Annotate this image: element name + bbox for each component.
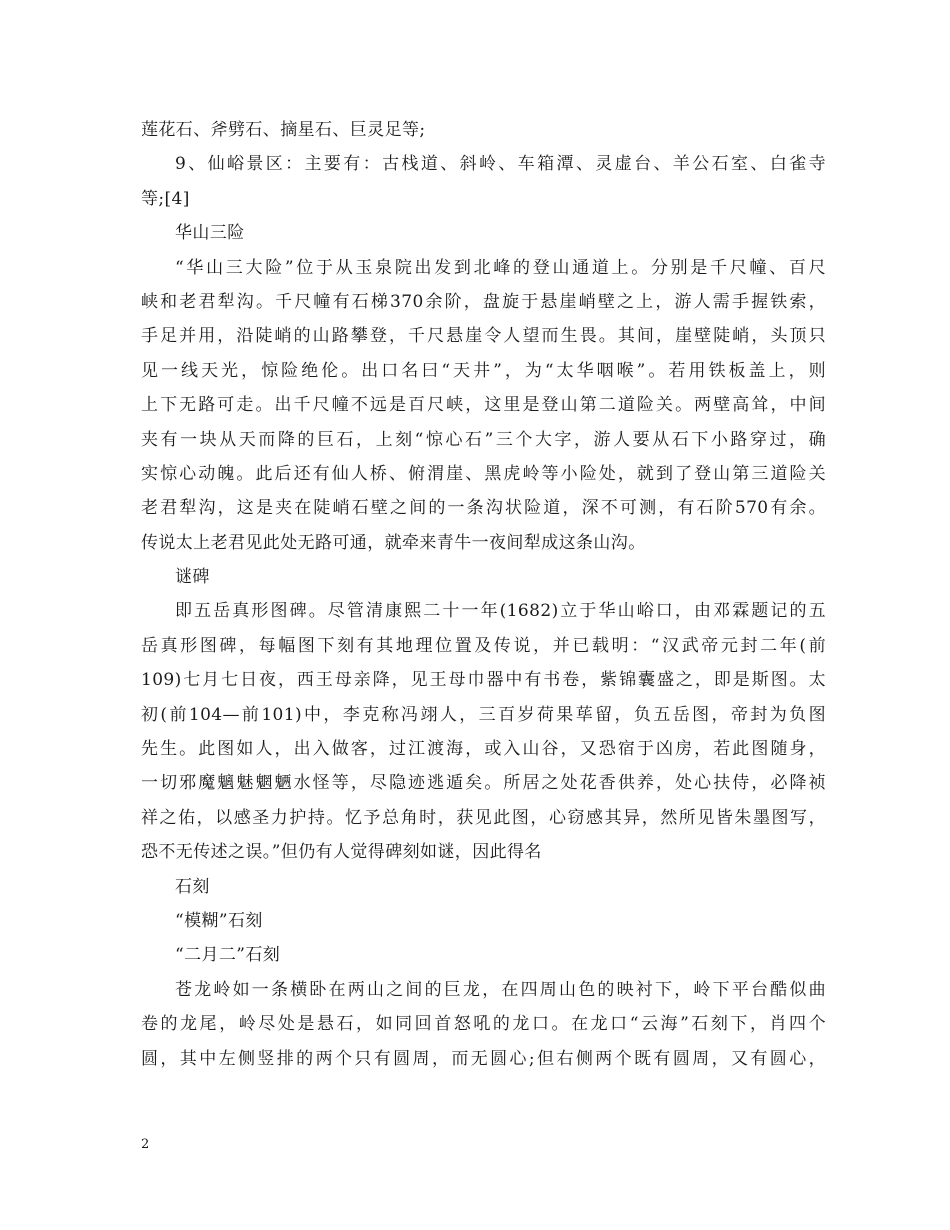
text-line: 老君犁沟，这是夹在陡峭石壁之间的一条沟状险道，深不可测，有石阶570有余。 <box>141 498 826 519</box>
text-line: 圆，其中左侧竖排的两个只有圆周，而无圆心;但右侧两个既有圆周，又有圆心， <box>141 1048 826 1069</box>
text-line: 初(前104—前101)中，李克称冯翊人，三百岁荷果荜留，负五岳图，帝封为负图 <box>141 704 826 725</box>
text-line: 实惊心动魄。此后还有仙人桥、俯渭崖、黑虎岭等小险处，就到了登山第三道险关 <box>141 463 826 484</box>
body-text <box>141 113 826 1076</box>
text-line: 苍龙岭如一条横卧在两山之间的巨龙，在四周山色的映衬下，岭下平台酷似曲 <box>175 979 826 1000</box>
text-line: 恐不无传述之误。”但仍有人觉得碑刻如谜，因此得名 <box>141 842 542 863</box>
text-line: 见一线天光，惊险绝伦。出口名曰“天井”，为“太华咽喉”。若用铁板盖上，则 <box>141 360 826 381</box>
text-line: 华山三险 <box>175 223 245 244</box>
text-line: 祥之佑，以感圣力护持。忆予总角时，获见此图，心窃感其异，然所见皆朱墨图写， <box>141 807 826 828</box>
text-line: 109)七月七日夜，西王母亲降，见王母巾器中有书卷，紫锦囊盛之，即是斯图。太 <box>141 670 826 691</box>
text-line: 即五岳真形图碑。尽管清康熙二十一年(1682)立于华山峪口，由邓霖题记的五 <box>175 601 826 622</box>
text-line: “华山三大险”位于从玉泉院出发到北峰的登山通道上。分别是千尺幢、百尺 <box>175 257 826 278</box>
text-line: 传说太上老君见此处无路可通，就牵来青牛一夜间犁成这条山沟。 <box>141 532 646 553</box>
text-line: 谜碑 <box>175 567 210 588</box>
text-line: 一切邪魔魑魅魍魉水怪等，尽隐迹逃遁矣。所居之处花香供养，处心扶侍，必降祯 <box>141 773 826 794</box>
text-line: “二月二”石刻 <box>175 945 281 966</box>
text-line: 9、仙峪景区：主要有：古栈道、斜岭、车箱潭、灵虚台、羊公石室、白雀寺 <box>175 154 826 175</box>
text-line: 石刻 <box>175 876 210 897</box>
page-number: 2 <box>141 1137 150 1152</box>
text-line: 峡和老君犁沟。千尺幢有石梯370余阶，盘旋于悬崖峭壁之上，游人需手握铁索， <box>141 291 826 312</box>
text-line: 卷的龙尾，岭尽处是悬石，如同回首怒吼的龙口。在龙口“云海”石刻下，肖四个 <box>141 1014 826 1035</box>
text-line: 先生。此图如人，出入做客，过江渡海，或入山谷，又恐宿于凶房，若此图随身， <box>141 739 826 760</box>
text-line: 上下无路可走。出千尺幢不远是百尺峡，这里是登山第二道险关。两壁高耸，中间 <box>141 395 826 416</box>
text-line: “模糊”石刻 <box>175 910 263 931</box>
text-line: 夹有一块从天而降的巨石，上刻“惊心石”三个大字，游人要从石下小路穿过，确 <box>141 429 826 450</box>
text-line: 岳真形图碑，每幅图下刻有其地理位置及传说，并已载明：“汉武帝元封二年(前 <box>141 635 826 656</box>
text-line: 等;[4] <box>141 188 190 209</box>
text-line: 手足并用，沿陡峭的山路攀登，千尺悬崖令人望而生畏。其间，崖壁陡峭，头顶只 <box>141 326 826 347</box>
text-line: 莲花石、斧劈石、摘星石、巨灵足等; <box>141 120 426 140</box>
